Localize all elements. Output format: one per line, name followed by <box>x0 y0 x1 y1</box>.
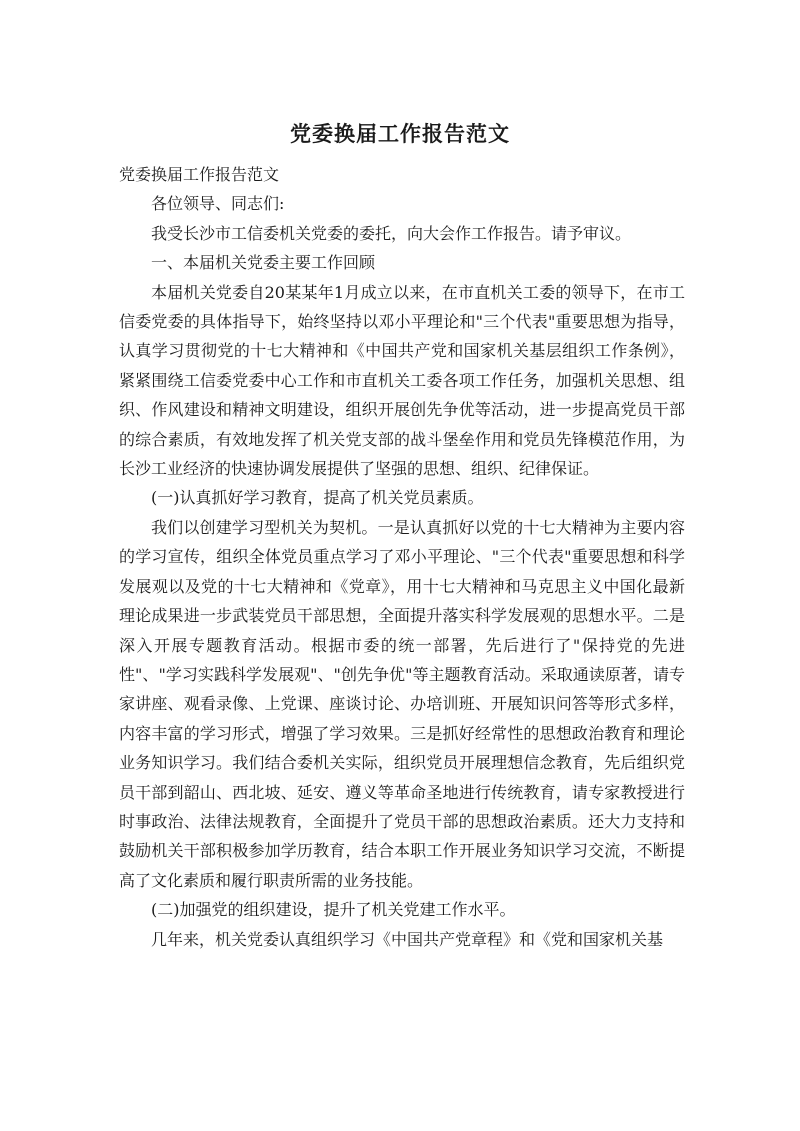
paragraph: 本届机关党委自20某某年1月成立以来，在市直机关工委的领导下，在市工信委党委的具体指导下，始终坚持以邓小平理论和"三个代表"重要思想为指导，认真学习贯彻党的十七大精神和《中国共产党和国家机关基层组织工作条例》，紧紧围绕工信委党委中心工作和市直机关工委各项工作任务，加强机关思想、组织、作风建设和精神文明建设，组织开展创先争优等活动，进一步提高党员干部的综合素质，有效地发挥了机关党支部的战斗堡垒作用和党员先锋模范作用，为长沙工业经济的快速协调发展提供了坚强的思想、组织、纪律保证。 <box>119 282 685 479</box>
paragraph: 我们以创建学习型机关为契机。一是认真抓好以党的十七大精神为主要内容的学习宣传，组织全体党员重点学习了邓小平理论、"三个代表"重要思想和科学发展观以及党的十七大精神和《党章》，用十七大精神和马克思主义中国化最新理论成果进一步武装党员干部思想，全面提升落实科学发展观的思想水平。二是深入开展专题教育活动。根据市委的统一部署，先后进行了"保持党的先进性"、"学习实践科学发展观"、"创先争优"等主题教育活动。采取通读原著，请专家讲座、观看录像、上党课、座谈讨论、办培训班、开展知识问答等形式多样，内容丰富的学习形式，增强了学习效果。三是抓好经常性的思想政治教育和理论业务知识学习。我们结合委机关实际，组织党员开展理想信念教育，先后组织党员干部到韶山、西北坡、延安、遵义等革命圣地进行传统教育，请专家教授进行时事政治、法律法规教育，全面提升了党员干部的思想政治素质。还大力支持和鼓励机关干部积极参加学历教育，结合本职工作开展业务知识学习交流，不断提高了文化素质和履行职责所需的业务技能。 <box>119 517 685 890</box>
paragraph: 我受长沙市工信委机关党委的委托，向大会作工作报告。请予审议。 <box>151 223 632 243</box>
subsection-heading: (一)认真抓好学习教育，提高了机关党员素质。 <box>151 488 484 508</box>
subtitle-line: 党委换届工作报告范文 <box>119 165 280 184</box>
subsection-heading: (二)加强党的组织建设，提升了机关党建工作水平。 <box>151 900 516 920</box>
paragraph: 几年来，机关党委认真组织学习《中国共产党章程》和《党和国家机关基 <box>151 929 664 949</box>
section-heading: 一、本届机关党委主要工作回顾 <box>151 253 376 273</box>
document-title: 党委换届工作报告范文 <box>290 122 510 146</box>
salutation: 各位领导、同志们: <box>151 194 285 214</box>
document-body <box>119 160 685 954</box>
